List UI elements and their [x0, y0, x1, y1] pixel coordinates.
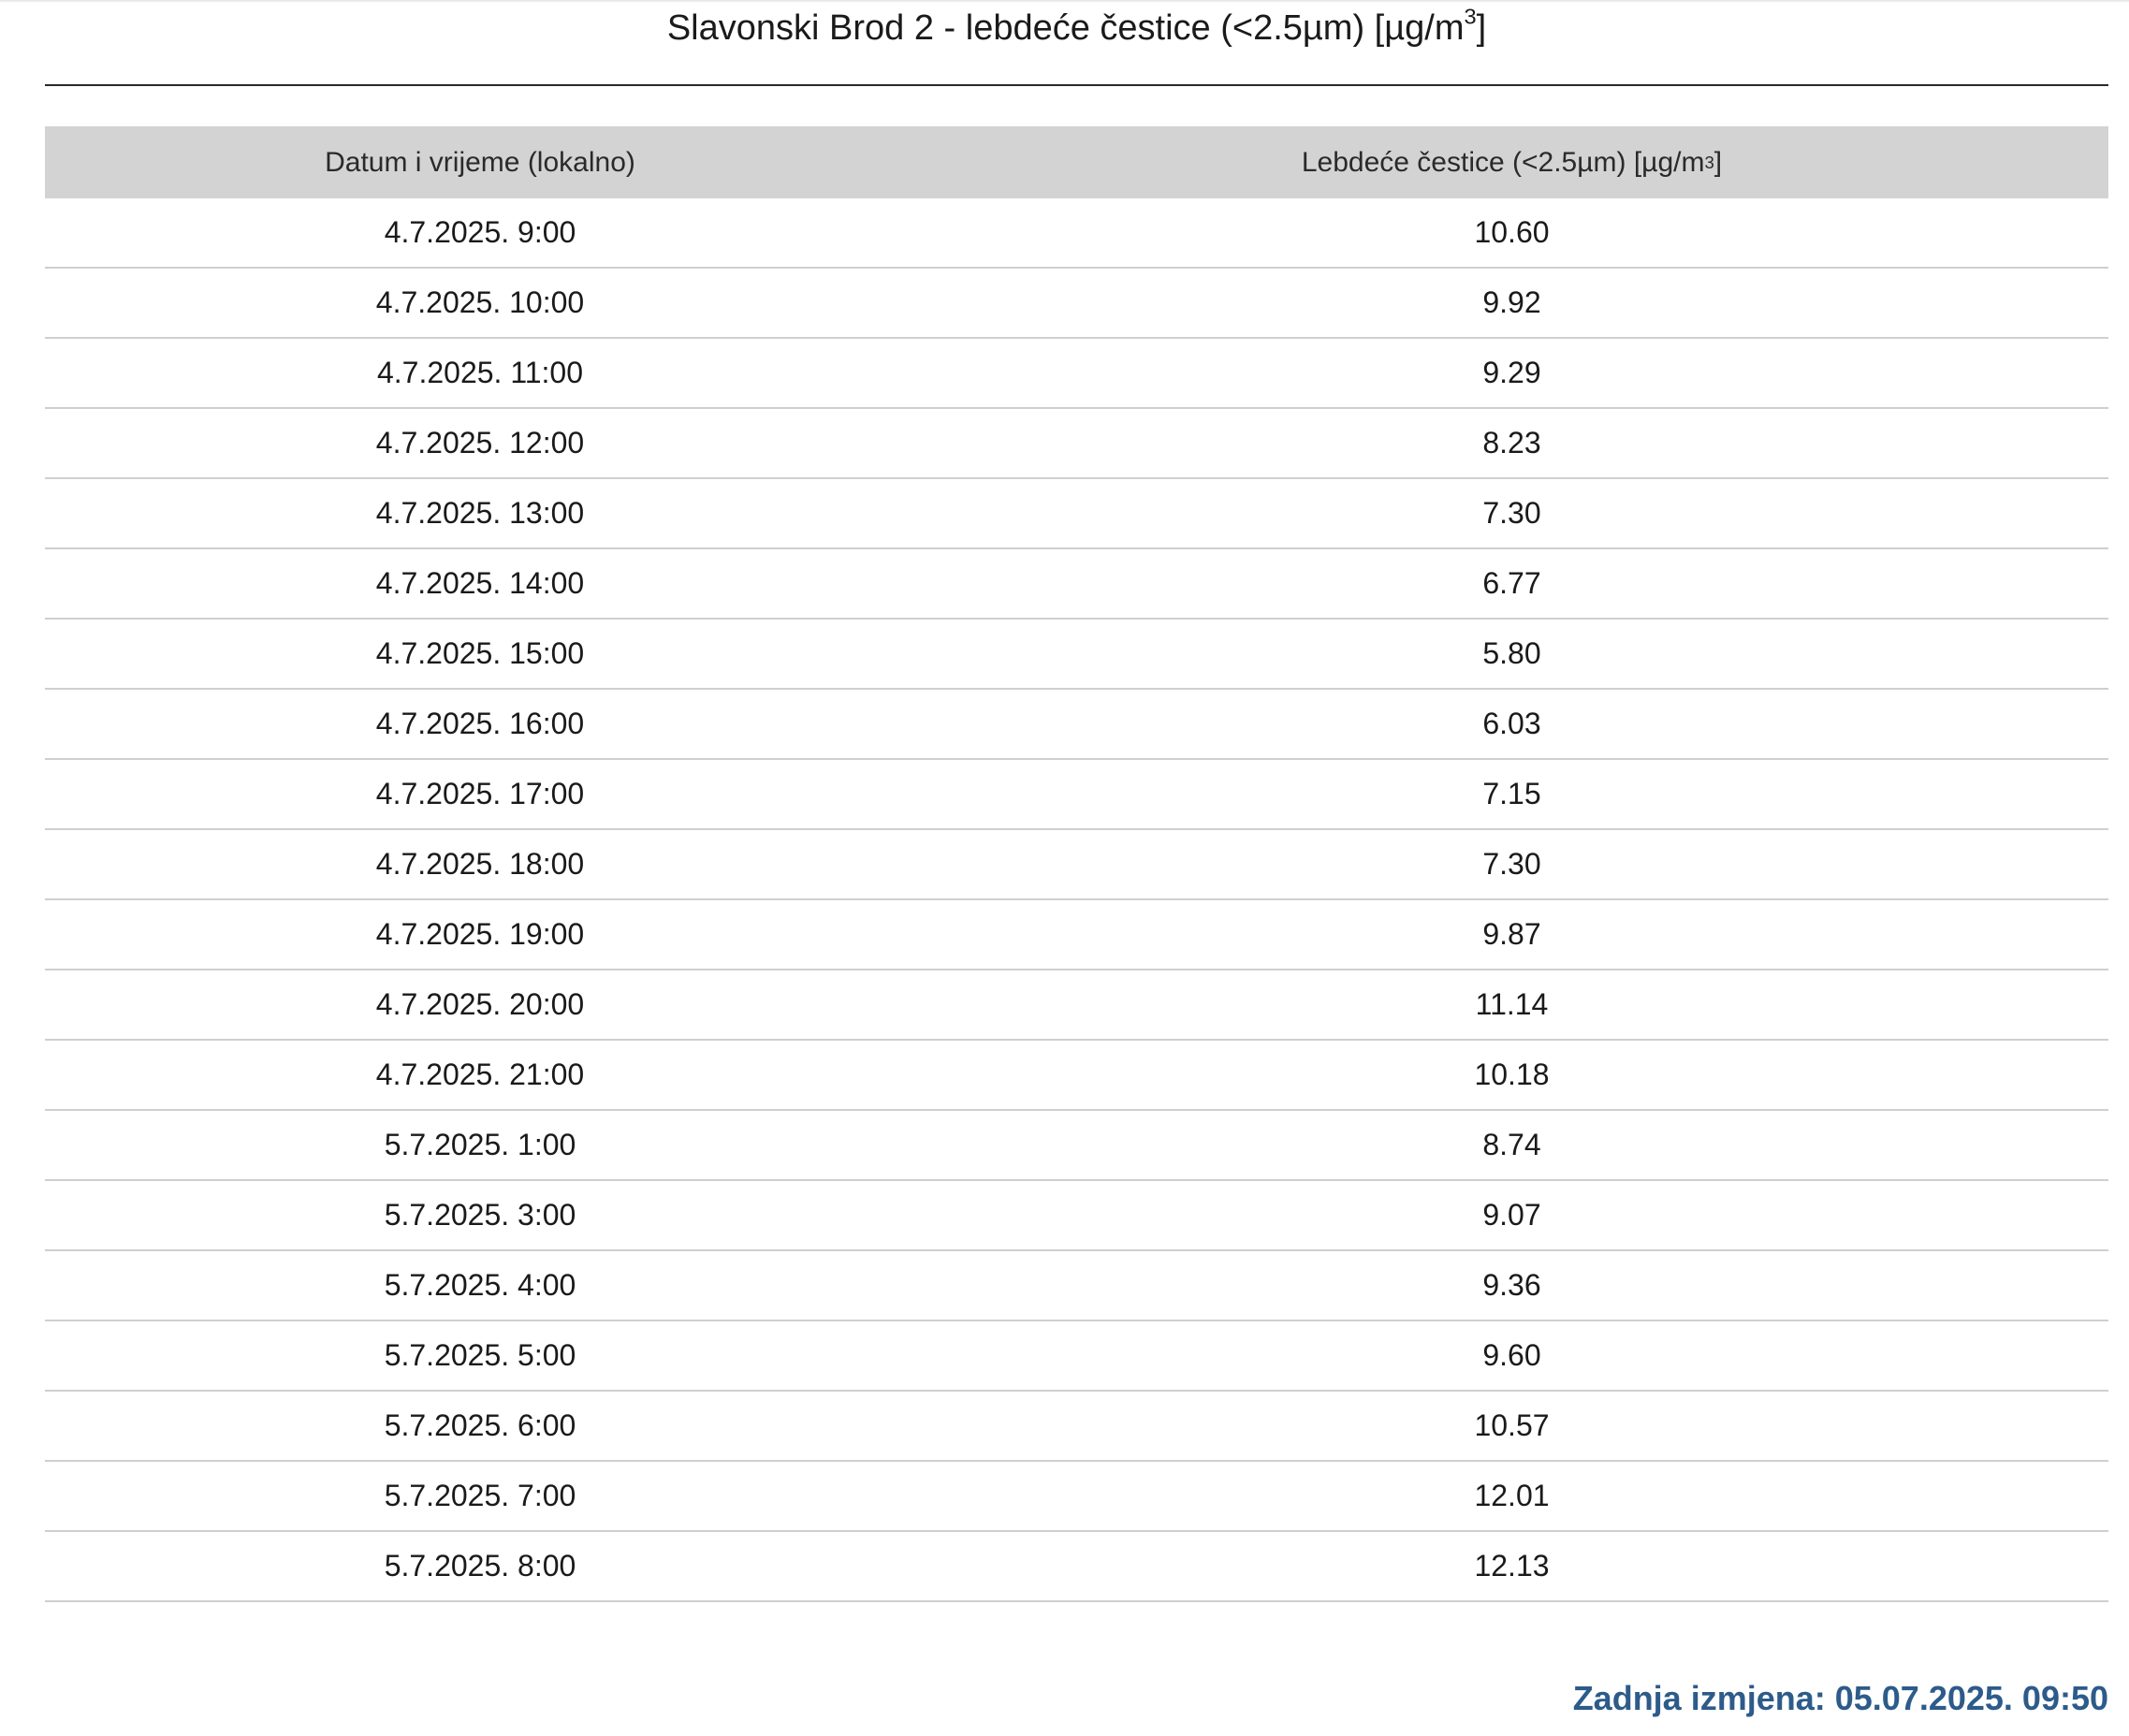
- page-title-end: ]: [1476, 8, 1487, 48]
- header-pm25: Lebdeće čestice (<2.5µm) [µg/m 3 ]: [1301, 146, 1723, 178]
- table-row: [45, 479, 2108, 549]
- cell-datetime: 4.7.2025. 16:00: [375, 707, 585, 740]
- page-title: [45, 0, 2108, 58]
- cell-datetime: 5.7.2025. 8:00: [384, 1549, 576, 1583]
- cell-datetime: 5.7.2025. 7:00: [384, 1479, 576, 1512]
- cell-datetime: 4.7.2025. 14:00: [375, 566, 585, 600]
- measurements-table: [45, 126, 2108, 1602]
- table-row: [45, 1251, 2108, 1321]
- table-row: [45, 760, 2108, 830]
- cell-value: 9.60: [1482, 1338, 1541, 1372]
- cell-value: 12.01: [1474, 1479, 1550, 1512]
- cell-value: 10.60: [1474, 215, 1550, 249]
- table-row: [45, 1462, 2108, 1532]
- cell-datetime: 5.7.2025. 3:00: [384, 1198, 576, 1232]
- cell-datetime: 4.7.2025. 9:00: [384, 215, 576, 249]
- table-row: [45, 269, 2108, 339]
- table-row: [45, 1321, 2108, 1392]
- cell-datetime: 4.7.2025. 18:00: [375, 847, 585, 881]
- page-title-text: Slavonski Brod 2 - lebdeće čestice (<2.5µm) [µg/m: [666, 8, 1465, 48]
- header-pm25-text: Lebdeće čestice (<2.5µm) [µg/m: [1301, 146, 1705, 178]
- table-row: [45, 690, 2108, 760]
- title-divider: [45, 84, 2108, 86]
- table-row: [45, 1392, 2108, 1462]
- cell-value: 9.29: [1482, 356, 1541, 389]
- table-header: [45, 126, 2108, 198]
- table-row: [45, 900, 2108, 970]
- cell-value: 8.74: [1482, 1128, 1541, 1161]
- page-title-superscript: 3: [1464, 4, 1477, 29]
- cell-value: 12.13: [1474, 1549, 1550, 1583]
- cell-datetime: 4.7.2025. 21:00: [375, 1058, 585, 1091]
- cell-datetime: 5.7.2025. 4:00: [384, 1268, 576, 1302]
- cell-datetime: 5.7.2025. 6:00: [384, 1408, 576, 1442]
- cell-value: 7.15: [1482, 777, 1541, 810]
- cell-value: 7.30: [1482, 496, 1541, 530]
- cell-value: 8.23: [1482, 426, 1541, 460]
- cell-datetime: 5.7.2025. 5:00: [384, 1338, 576, 1372]
- table-row: [45, 1041, 2108, 1111]
- cell-datetime: 4.7.2025. 19:00: [375, 917, 585, 951]
- table-row: [45, 409, 2108, 479]
- table-body: [45, 198, 2108, 1602]
- cell-value: 10.18: [1474, 1058, 1550, 1091]
- cell-value: 11.14: [1475, 987, 1549, 1021]
- cell-value: 10.57: [1474, 1408, 1550, 1442]
- cell-value: 6.03: [1482, 707, 1541, 740]
- cell-value: 5.80: [1482, 636, 1541, 670]
- table-row: [45, 339, 2108, 409]
- cell-datetime: 4.7.2025. 20:00: [375, 987, 585, 1021]
- table-row: [45, 549, 2108, 620]
- cell-value: 9.87: [1482, 917, 1541, 951]
- table-row: [45, 198, 2108, 269]
- cell-datetime: 4.7.2025. 12:00: [375, 426, 585, 460]
- table-row: [45, 970, 2108, 1041]
- cell-datetime: 4.7.2025. 13:00: [375, 496, 585, 530]
- cell-value: 9.07: [1482, 1198, 1541, 1232]
- cell-datetime: 4.7.2025. 17:00: [375, 777, 585, 810]
- cell-value: 6.77: [1482, 566, 1541, 600]
- cell-datetime: 5.7.2025. 1:00: [384, 1128, 576, 1161]
- table-row: [45, 1532, 2108, 1602]
- cell-value: 9.92: [1482, 285, 1541, 319]
- table-row: [45, 1181, 2108, 1251]
- cell-value: 7.30: [1482, 847, 1541, 881]
- cell-value: 9.36: [1482, 1268, 1541, 1302]
- table-row: [45, 830, 2108, 900]
- last-modified: Zadnja izmjena: 05.07.2025. 09:50: [1572, 1679, 2108, 1717]
- cell-datetime: 4.7.2025. 10:00: [375, 285, 585, 319]
- cell-datetime: 4.7.2025. 15:00: [375, 636, 585, 670]
- table-row: [45, 1111, 2108, 1181]
- cell-datetime: 4.7.2025. 11:00: [376, 356, 584, 389]
- header-pm25-end: ]: [1713, 146, 1723, 178]
- header-datetime: Datum i vrijeme (lokalno): [325, 146, 635, 178]
- table-row: [45, 620, 2108, 690]
